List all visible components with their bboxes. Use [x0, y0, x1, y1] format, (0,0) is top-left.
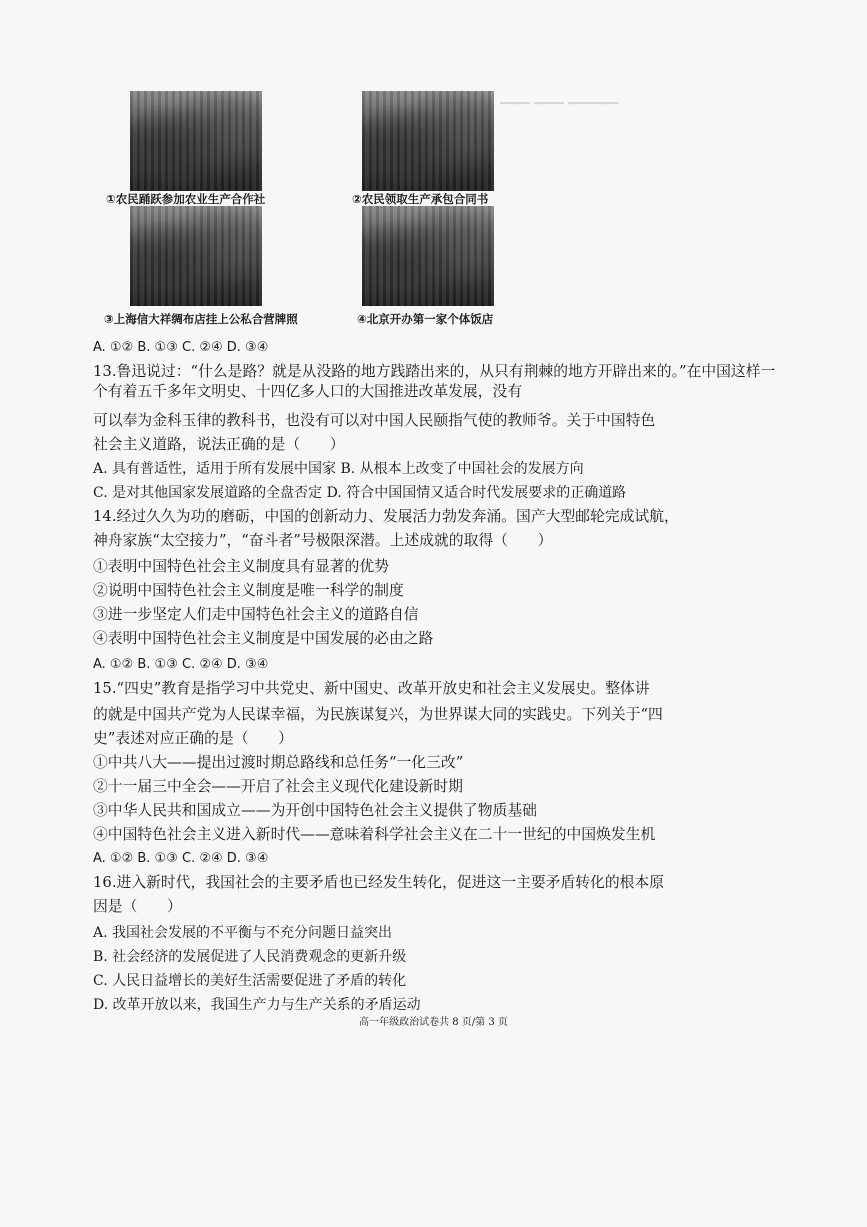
q14-item-2: ②说明中国特色社会主义制度是唯一科学的制度: [93, 582, 404, 599]
q14-item-1: ①表明中国特色社会主义制度具有显著的优势: [93, 558, 389, 575]
q15-item-3: ③中华人民共和国成立——为开创中国特色社会主义提供了物质基础: [93, 802, 537, 819]
q15-stem-1: 15.“四史”教育是指学习中共党史、新中国史、改革开放史和社会主义发展史。整体讲: [93, 680, 650, 697]
q14-options: A. ①② B. ①③ C. ②④ D. ③④: [93, 657, 269, 672]
photo-restaurant: [362, 206, 494, 306]
q14-stem-2: 神舟家族“太空接力”，“奋斗者”号极限深潜。上述成就的取得（ ）: [93, 532, 553, 549]
q15-item-1: ①中共八大——提出过渡时期总路线和总任务“一化三改”: [93, 754, 464, 771]
q15-options: A. ①② B. ①③ C. ②④ D. ③④: [93, 851, 269, 866]
q13-stem-3: 社会主义道路，说法正确的是（ ）: [93, 436, 345, 453]
page-footer: 高一年级政治试卷共 8 页/第 3 页: [359, 1017, 508, 1028]
photo-cooperative: [130, 91, 262, 191]
q14-item-3: ③进一步坚定人们走中国特色社会主义的道路自信: [93, 606, 419, 623]
q16-stem-1: 16.进入新时代，我国社会的主要矛盾也已经发生转化，促进这一主要矛盾转化的根本原: [93, 874, 665, 891]
bleed-through-text: ▁▁▁ ▁▁▁ ▁▁▁▁▁: [500, 90, 619, 105]
q16-stem-2: 因是（ ）: [93, 898, 182, 915]
q13-stem-1: 13.鲁迅说过：“什么是路？就是从没路的地方践踏出来的，从只有荆棘的地方开辟出来的。”在中国这样一个有着五千多年文明史、十四亿多人口的大国推进改革发展，没有: [93, 363, 776, 400]
photo-contract: [362, 91, 494, 191]
q15-stem-3: 史”表述对应正确的是（ ）: [93, 730, 293, 747]
photo-caption-2: ②农民领取生产承包合同书: [352, 192, 489, 206]
q13-stem-2: 可以奉为金科玉律的教科书，也没有可以对中国人民颐指气使的教师爷。关于中国特色: [93, 412, 656, 429]
photo-caption-3: ③上海信大祥绸布店挂上公私合营牌照: [104, 312, 298, 326]
q16-option-a: A. 我国社会发展的不平衡与不充分问题日益突出: [93, 925, 393, 941]
q14-stem-1: 14.经过久久为功的磨砺，中国的创新动力、发展活力勃发奔涌。国产大型邮轮完成试航，: [93, 508, 679, 525]
q14-item-4: ④表明中国特色社会主义制度是中国发展的必由之路: [93, 630, 434, 647]
q15-item-2: ②十一届三中全会——开启了社会主义现代化建设新时期: [93, 778, 463, 795]
q16-option-d: D. 改革开放以来，我国生产力与生产关系的矛盾运动: [93, 997, 421, 1013]
q13-option-ab: A. 具有普适性，适用于所有发展中国家 B. 从根本上改变了中国社会的发展方向: [93, 461, 584, 477]
photo-silk-store: [130, 206, 262, 306]
photo-caption-4: ④北京开办第一家个体饭店: [357, 312, 494, 326]
q13-option-cd: C. 是对其他国家发展道路的全盘否定 D. 符合中国国情又适合时代发展要求的正确道路: [93, 485, 627, 501]
q16-option-b: B. 社会经济的发展促进了人民消费观念的更新升级: [93, 949, 407, 965]
q15-stem-2: 的就是中国共产党为人民谋幸福，为民族谋复兴，为世界谋大同的实践史。下列关于“四: [93, 706, 663, 723]
photo-caption-1: ①农民踊跃参加农业生产合作社: [106, 192, 266, 206]
q15-item-4: ④中国特色社会主义进入新时代——意味着科学社会主义在二十一世纪的中国焕发生机: [93, 826, 656, 843]
q12-options: A. ①② B. ①③ C. ②④ D. ③④: [93, 340, 269, 355]
q16-option-c: C. 人民日益增长的美好生活需要促进了矛盾的转化: [93, 973, 407, 989]
